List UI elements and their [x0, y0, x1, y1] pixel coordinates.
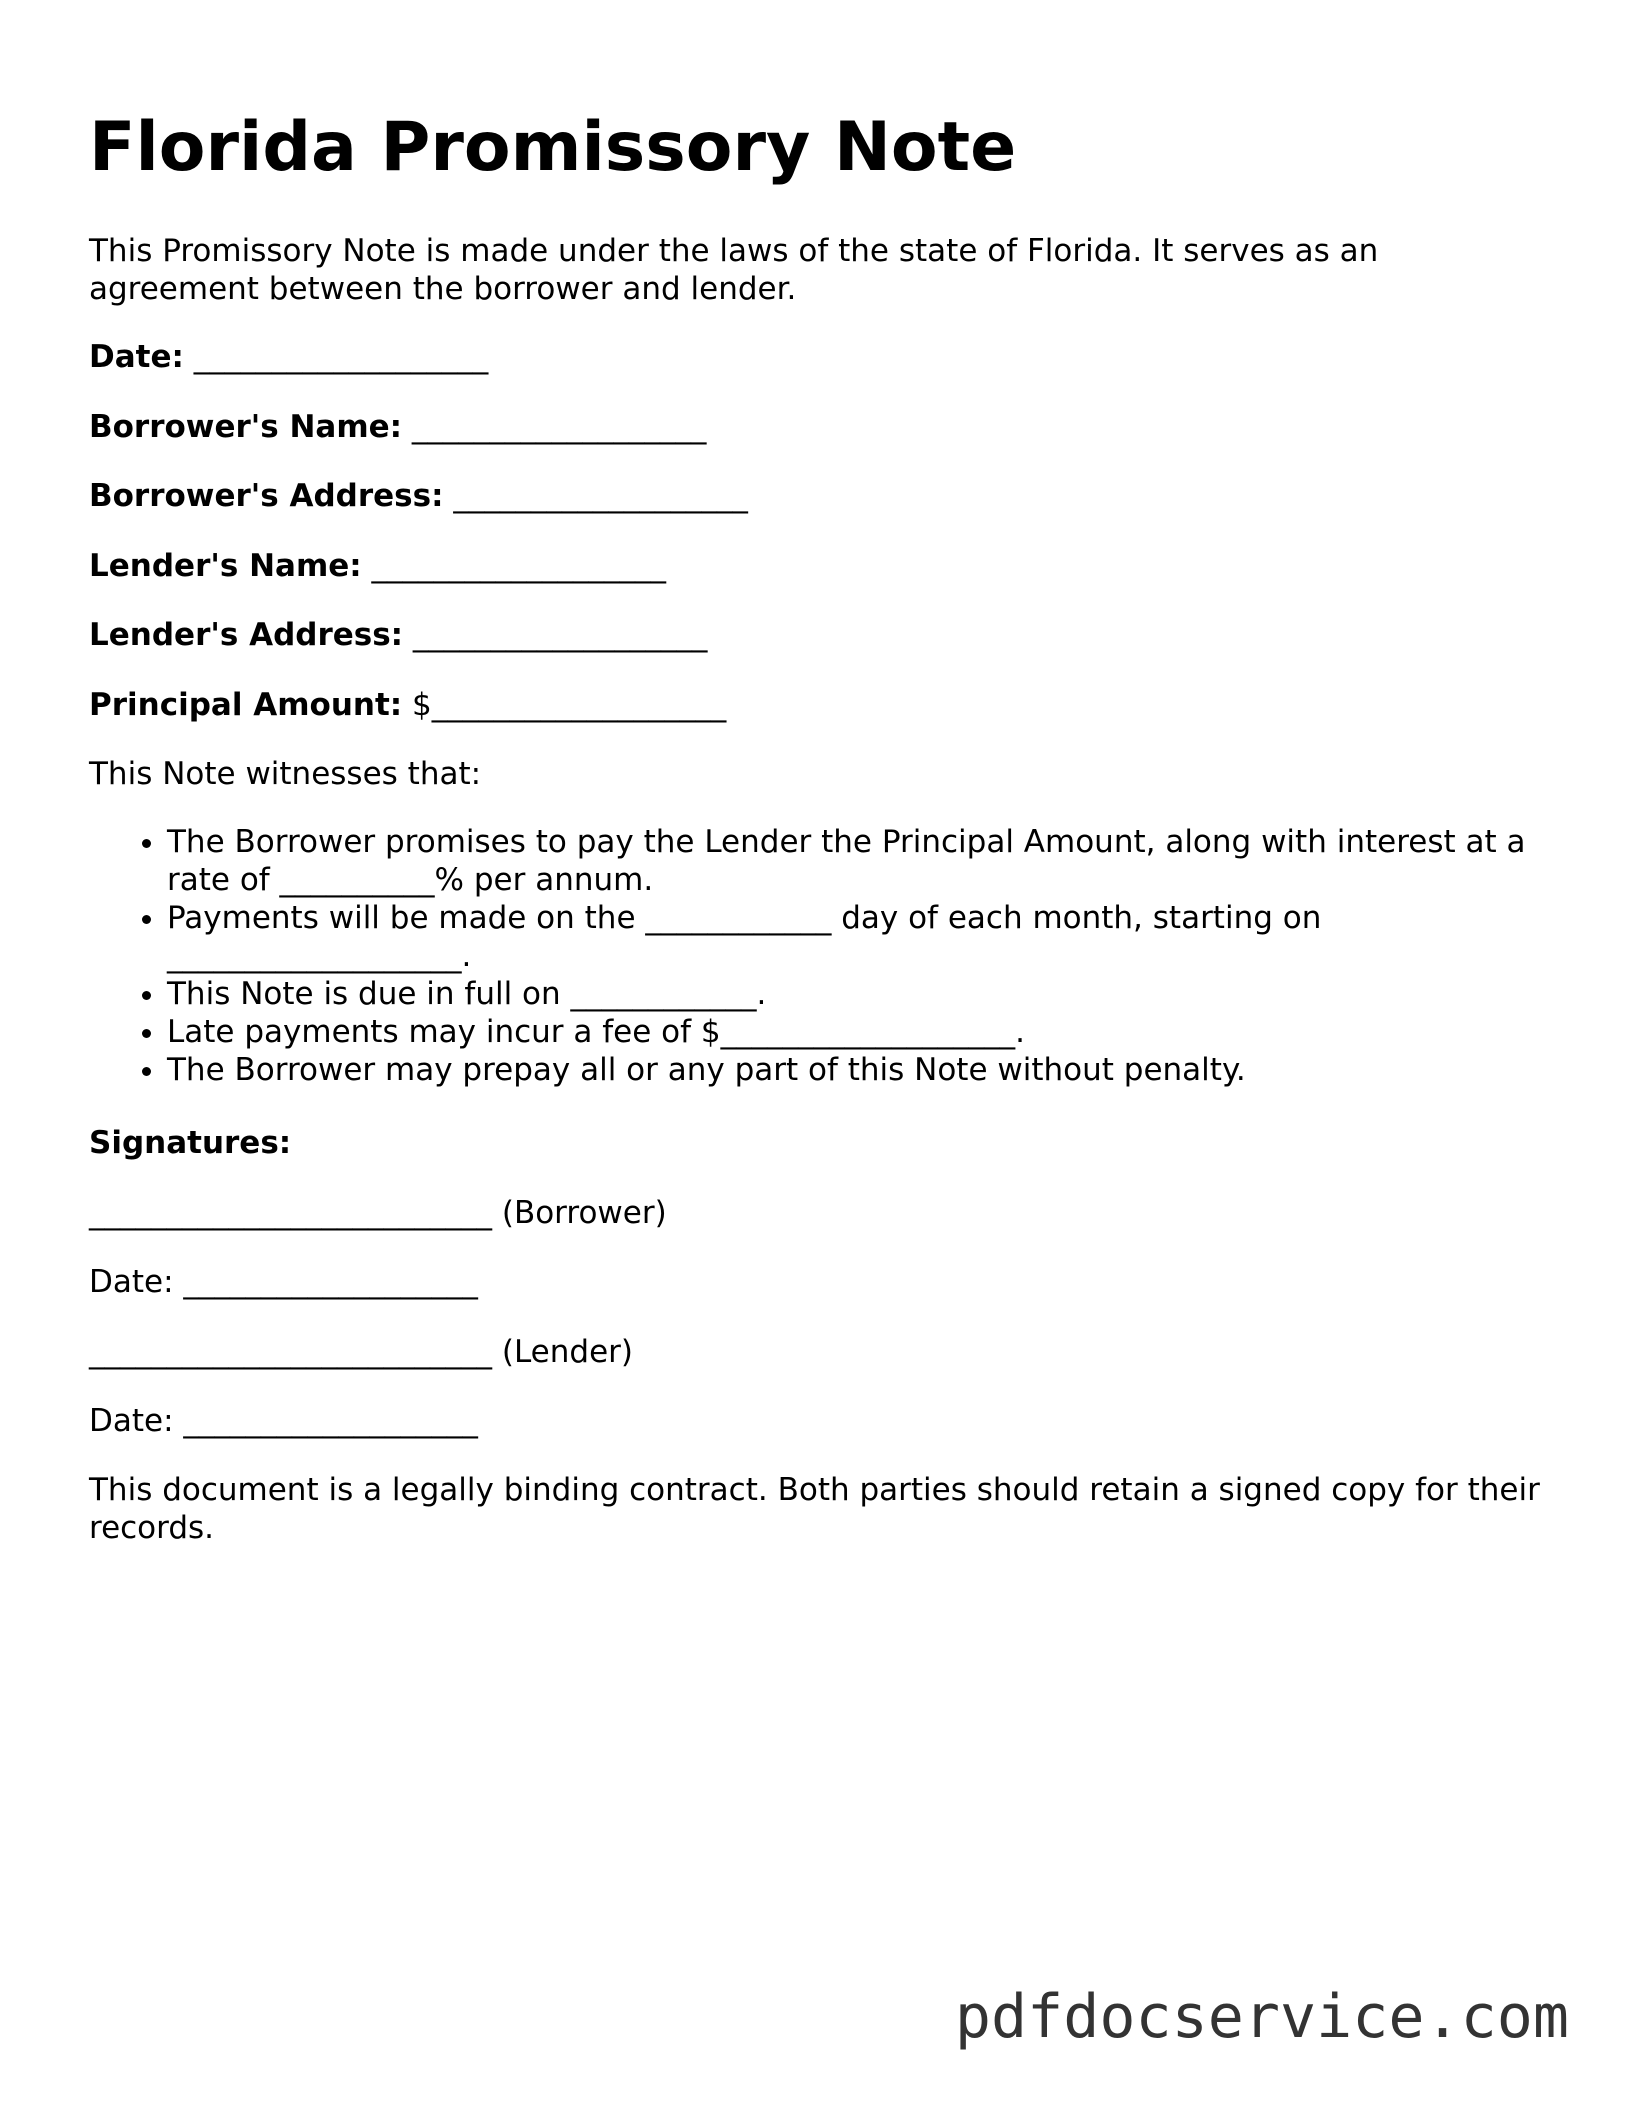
date-label: Date:: [89, 339, 184, 375]
term-item-payments: • Payments will be made on the ____________ day of each month, starting on ___________________.: [167, 899, 1549, 975]
borrower-signature-line: __________________________ (Borrower): [89, 1195, 667, 1231]
term-item-due-date: • This Note is due in full on ____________.: [167, 975, 1549, 1013]
term-item-late-fee: • Late payments may incur a fee of $___________________.: [167, 1013, 1549, 1051]
lender-name-field: [89, 547, 666, 585]
borrower-address-field: [89, 477, 748, 515]
signatures-heading: [89, 1124, 291, 1162]
date-field: [89, 338, 488, 376]
term-item-interest: • The Borrower promises to pay the Lender the Principal Amount, along with interest at a rate of __________% per annum.: [167, 823, 1549, 899]
signatures-heading-text: Signatures:: [89, 1125, 292, 1161]
lender-address-blank: ___________________: [403, 617, 708, 653]
principal-amount-field: [89, 686, 726, 724]
date-blank: ___________________: [183, 339, 489, 375]
borrower-name-blank: ___________________: [402, 409, 707, 445]
borrower-name-label: Borrower's Name:: [89, 409, 403, 445]
lender-name-blank: ___________________: [361, 548, 667, 584]
lender-address-label: Lender's Address:: [89, 617, 404, 653]
principal-amount-blank: $___________________: [402, 687, 727, 723]
term-item-prepayment: • The Borrower may prepay all or any part of this Note without penalty.: [167, 1051, 1549, 1089]
witness-intro: This Note witnesses that:: [89, 756, 482, 792]
document-title: Florida Promissory Note: [89, 108, 1017, 187]
lender-signature-date: Date: ___________________: [89, 1403, 478, 1439]
borrower-address-blank: ___________________: [443, 478, 748, 514]
lender-name-label: Lender's Name:: [89, 548, 362, 584]
lender-address-field: [89, 616, 707, 654]
borrower-signature-date: Date: ___________________: [89, 1264, 478, 1300]
borrower-name-field: [89, 408, 706, 446]
watermark-text: pdfdocservice.com: [954, 1982, 1569, 2052]
principal-amount-label: Principal Amount:: [89, 687, 403, 723]
closing-paragraph: This document is a legally binding contract. Both parties should retain a signed copy for their records.: [89, 1472, 1540, 1546]
lender-signature-line: __________________________ (Lender): [89, 1334, 633, 1370]
borrower-address-label: Borrower's Address:: [89, 478, 444, 514]
intro-paragraph: This Promissory Note is made under the laws of the state of Florida. It serves as an agreement between the borrower and lender.: [89, 233, 1379, 307]
terms-list: [89, 823, 1549, 1089]
